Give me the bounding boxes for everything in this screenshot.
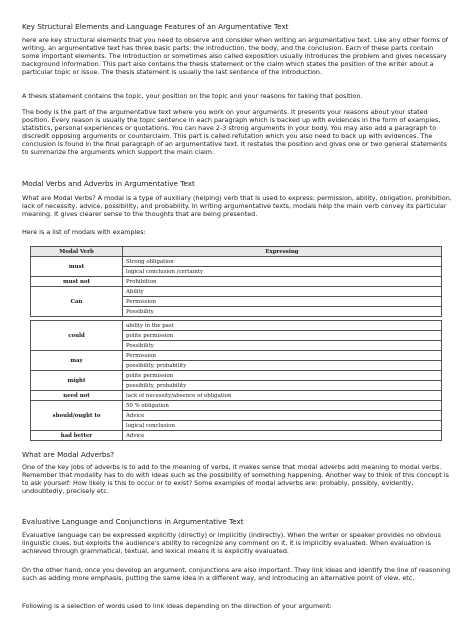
linking-words-intro: Following is a selection of words used to link ideas depending on the direction of your argument: [22,602,332,610]
table-row [31,371,442,381]
conjunctions-paragraph: On the other hand, once you develop an argument, conjunctions are also important. They link ideas and identify the line of reasoning such as adding more emphasis, putting the same idea in a different way, and introducing an alternative point of view, etc. [22,566,451,583]
modal-verb-cell: must [31,257,123,277]
table-header-row [31,247,442,257]
body-paragraph: The body is the part of the argumentative text where you work on your arguments. It presents your reasons about your stated position. Every reason is usually the topic sentence in each paragraph which is backed up with evidences in the form of examples, statistics, personal experiences or quotations. You can have 2-3 strong arguments in your body. You may also add a paragraph to discredit opposing arguments or counterclaim. This part is called refutation which you also need to back up with evidences. The conclusion is found in the final paragraph of an argumentative text. It restates the position and gives one or two general statements to summarize the arguments which support the main claim. [22,108,447,157]
table-row [31,391,442,401]
modal-verbs-table-1 [30,246,442,317]
table-row [31,401,442,411]
modal-list-intro: Here is a list of modals with examples: [22,228,146,236]
column-header-modal-verb: Modal Verb [31,247,123,257]
modal-verb-cell: may [31,351,123,371]
thesis-paragraph: A thesis statement contains the topic, your position on the topic and your reasons for taking that position. [22,92,363,100]
meaning-cell: Advice [123,411,442,421]
meaning-cell: Strong obligation [123,257,442,267]
modal-verb-cell: must not [31,277,123,287]
meaning-cell: 50 % obligation [123,401,442,411]
table-row [31,277,442,287]
modal-verb-cell: should/ought to [31,401,123,431]
evaluative-language-paragraph: Evaluative language can be expressed explicitly (directly) or implicitly (indirectly). When the writer or speaker provides no obvious linguistic clues, but exploits the audience's ability to recognize any comment on it, it is implicitly evaluated. When evaluation is achieved through grammatical, textual, and lexical means it is explicitly evaluated. [22,531,441,556]
modal-verb-cell: need not [31,391,123,401]
table-row [31,351,442,361]
column-header-expressing: Expressing [123,247,442,257]
meaning-cell: possibility, probability [123,381,442,391]
table-row [31,257,442,267]
meaning-cell: Advice [123,431,442,441]
table-row [31,321,442,331]
modal-verb-cell: Can [31,287,123,317]
meaning-cell: Ability [123,287,442,297]
modal-verb-cell: could [31,321,123,351]
meaning-cell: polite permission [123,331,442,341]
document-title: Key Structural Elements and Language Features of an Argumentative Text [22,22,289,31]
meaning-cell: Possibility [123,307,442,317]
table-row [31,431,442,441]
modal-verb-cell: had better [31,431,123,441]
modal-verb-cell: might [31,371,123,391]
meaning-cell: Permission [123,351,442,361]
modal-definition-paragraph: What are Modal Verbs? A modal is a type of auxiliary (helping) verb that is used to express: permission, ability, obligation, prohibition, lack of necessity, advice, possibility, and probability. In writing argumentative texts, modals help the main verb convey its particular meaning. It gives clearer sense to the thoughts that are being presented. [22,194,452,219]
meaning-cell: possibility, probability [123,361,442,371]
meaning-cell: ability in the past [123,321,442,331]
meaning-cell: polite permission [123,371,442,381]
modal-adverbs-heading: What are Modal Adverbs? [22,450,115,459]
meaning-cell: Prohibition [123,277,442,287]
evaluative-language-heading: Evaluative Language and Conjunctions in Argumentative Text [22,517,244,526]
meaning-cell: logical conclusion /certainty [123,267,442,277]
modal-adverbs-paragraph: One of the key jobs of adverbs is to add to the meaning of verbs, it makes sense that modal adverbs add meaning to modal verbs. Remember that modality has to do with ideas such as the possibility of something happening. Another way to think of this concept is to ask yourself: How likely is this to occur or to exist? Some examples of modal adverbs are: probably, possibly, evidently, undoubtedly, precisely etc. [22,463,449,496]
modal-verbs-table-2 [30,320,442,441]
meaning-cell: lack of necessity/absence of obligation [123,391,442,401]
table-row [31,287,442,297]
intro-paragraph: here are key structural elements that you need to observe and consider when writing an argumentative text. Like any other forms of writing, an argumentative text has three basic parts: the introduction, the body, and the conclusion. Each of these parts contain some important elements. The introduction or sometimes also called exposition usually introduces the problem and gives necessary background information. This part also contains the thesis statement or the claim which states the position of the writer about a particular topic or issue. The thesis statement is usually the last sentence of the introduction. [22,36,449,77]
modal-verbs-heading: Modal Verbs and Adverbs in Argumentative Text [22,179,195,188]
meaning-cell: logical conclusion [123,421,442,431]
meaning-cell: Permission [123,297,442,307]
meaning-cell: Possibility [123,341,442,351]
